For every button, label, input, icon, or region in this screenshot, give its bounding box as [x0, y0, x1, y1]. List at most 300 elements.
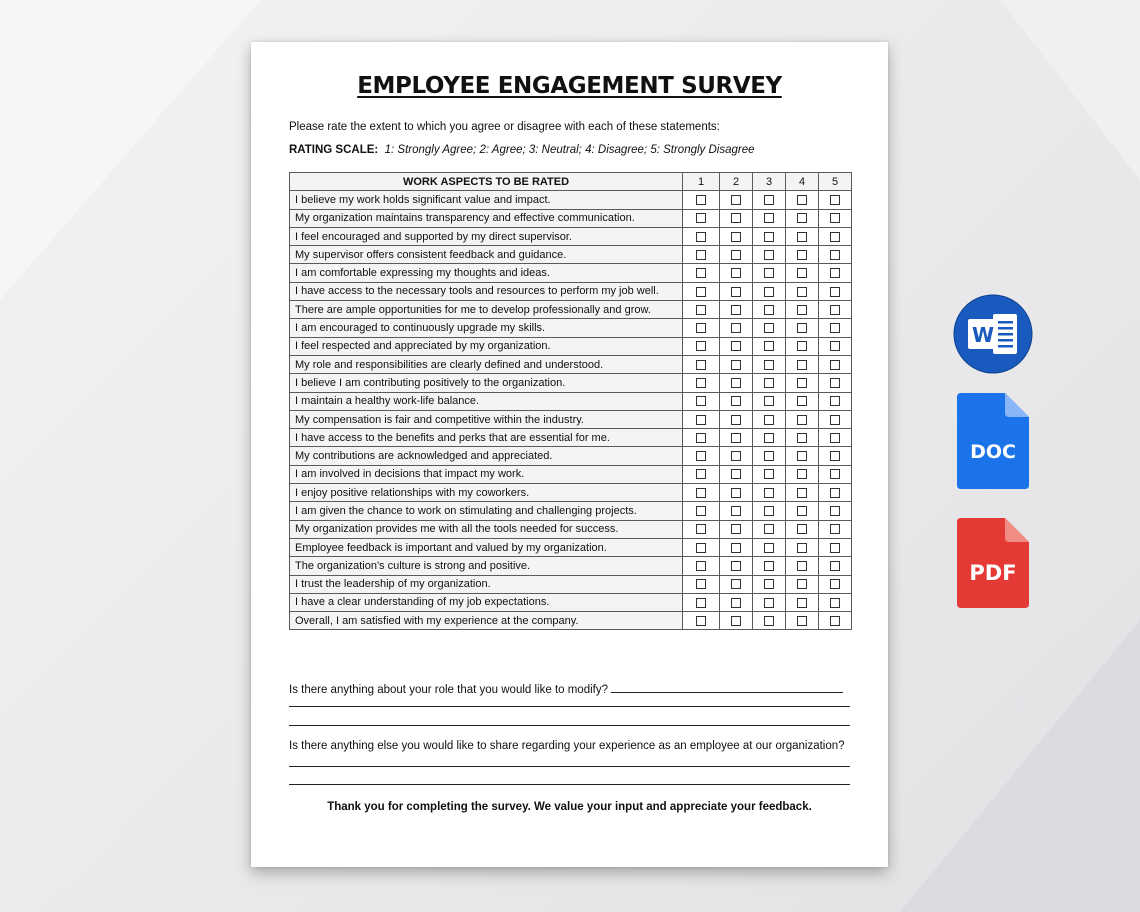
- rating-checkbox-2[interactable]: [731, 341, 741, 351]
- rating-checkbox-3[interactable]: [764, 579, 774, 589]
- rating-checkbox-2[interactable]: [731, 543, 741, 553]
- table-row: [290, 246, 852, 264]
- rating-cell-3: [753, 227, 786, 245]
- rating-cell-1: [683, 355, 720, 373]
- table-row: [290, 557, 852, 575]
- rating-checkbox-4[interactable]: [797, 451, 807, 461]
- rating-cell-4: [786, 575, 819, 593]
- answer-line[interactable]: [289, 766, 850, 767]
- rating-checkbox-5[interactable]: [830, 524, 840, 534]
- rating-checkbox-5[interactable]: [830, 415, 840, 425]
- rating-cell-4: [786, 410, 819, 428]
- rating-cell-4: [786, 337, 819, 355]
- rating-checkbox-2[interactable]: [731, 213, 741, 223]
- statement-text: I am involved in decisions that impact my work.: [290, 465, 683, 483]
- rating-checkbox-5[interactable]: [830, 250, 840, 260]
- rating-cell-5: [819, 392, 852, 410]
- rating-checkbox-3[interactable]: [764, 469, 774, 479]
- rating-checkbox-2[interactable]: [731, 323, 741, 333]
- rating-cell-1: [683, 246, 720, 264]
- rating-checkbox-5[interactable]: [830, 213, 840, 223]
- rating-cell-4: [786, 246, 819, 264]
- question-role-modify: [289, 681, 843, 696]
- rating-cell-1: [683, 301, 720, 319]
- rating-checkbox-4[interactable]: [797, 543, 807, 553]
- rating-checkbox-3[interactable]: [764, 506, 774, 516]
- rating-checkbox-4[interactable]: [797, 378, 807, 388]
- statement-text: My role and responsibilities are clearly defined and understood.: [290, 355, 683, 373]
- thank-you-text: Thank you for completing the survey. We value your input and appreciate your feedback.: [327, 801, 812, 813]
- rating-cell-2: [720, 557, 753, 575]
- rating-checkbox-1[interactable]: [696, 378, 706, 388]
- rating-cell-3: [753, 319, 786, 337]
- rating-checkbox-3[interactable]: [764, 561, 774, 571]
- rating-checkbox-5[interactable]: [830, 195, 840, 205]
- statement-text: My contributions are acknowledged and appreciated.: [290, 447, 683, 465]
- rating-checkbox-3[interactable]: [764, 543, 774, 553]
- rating-checkbox-5[interactable]: [830, 579, 840, 589]
- answer-line[interactable]: [289, 706, 850, 707]
- table-row: [290, 575, 852, 593]
- rating-cell-2: [720, 337, 753, 355]
- answer-line[interactable]: [289, 784, 850, 785]
- rating-cell-3: [753, 447, 786, 465]
- statement-text: I feel respected and appreciated by my organization.: [290, 337, 683, 355]
- column-header-1: 1: [683, 173, 720, 191]
- table-row: [290, 337, 852, 355]
- table-row: [290, 319, 852, 337]
- rating-cell-4: [786, 429, 819, 447]
- rating-checkbox-5[interactable]: [830, 268, 840, 278]
- statement-text: I have access to the benefits and perks that are essential for me.: [290, 429, 683, 447]
- rating-checkbox-5[interactable]: [830, 451, 840, 461]
- statement-text: My compensation is fair and competitive within the industry.: [290, 410, 683, 428]
- rating-checkbox-1[interactable]: [696, 561, 706, 571]
- rating-cell-1: [683, 282, 720, 300]
- rating-checkbox-5[interactable]: [830, 341, 840, 351]
- rating-cell-1: [683, 484, 720, 502]
- rating-cell-4: [786, 374, 819, 392]
- rating-cell-2: [720, 374, 753, 392]
- table-row: [290, 264, 852, 282]
- rating-checkbox-1[interactable]: [696, 268, 706, 278]
- rating-cell-4: [786, 282, 819, 300]
- rating-cell-2: [720, 447, 753, 465]
- rating-cell-4: [786, 319, 819, 337]
- intro-text: Please rate the extent to which you agree or disagree with each of these statements:: [289, 121, 720, 133]
- rating-checkbox-4[interactable]: [797, 524, 807, 534]
- rating-cell-3: [753, 593, 786, 611]
- question-role-modify-text: Is there anything about your role that you would like to modify?: [289, 684, 608, 696]
- rating-checkbox-2[interactable]: [731, 616, 741, 626]
- rating-cell-1: [683, 520, 720, 538]
- rating-cell-4: [786, 538, 819, 556]
- rating-cell-2: [720, 538, 753, 556]
- statement-text: I believe I am contributing positively to the organization.: [290, 374, 683, 392]
- rating-checkbox-1[interactable]: [696, 506, 706, 516]
- rating-cell-1: [683, 319, 720, 337]
- survey-page: [251, 42, 888, 867]
- rating-checkbox-3[interactable]: [764, 433, 774, 443]
- table-row: [290, 465, 852, 483]
- rating-cell-2: [720, 392, 753, 410]
- rating-cell-2: [720, 227, 753, 245]
- rating-checkbox-1[interactable]: [696, 433, 706, 443]
- rating-checkbox-4[interactable]: [797, 488, 807, 498]
- rating-checkbox-2[interactable]: [731, 451, 741, 461]
- rating-cell-2: [720, 410, 753, 428]
- rating-checkbox-4[interactable]: [797, 323, 807, 333]
- rating-cell-3: [753, 392, 786, 410]
- rating-cell-1: [683, 392, 720, 410]
- rating-cell-1: [683, 209, 720, 227]
- column-header-3: 3: [753, 173, 786, 191]
- rating-checkbox-1[interactable]: [696, 451, 706, 461]
- rating-checkbox-2[interactable]: [731, 305, 741, 315]
- table-row: [290, 429, 852, 447]
- rating-checkbox-3[interactable]: [764, 396, 774, 406]
- rating-checkbox-5[interactable]: [830, 396, 840, 406]
- rating-cell-2: [720, 520, 753, 538]
- rating-checkbox-2[interactable]: [731, 360, 741, 370]
- rating-checkbox-5[interactable]: [830, 360, 840, 370]
- table-row: [290, 593, 852, 611]
- rating-cell-2: [720, 484, 753, 502]
- column-header-5: 5: [819, 173, 852, 191]
- rating-checkbox-3[interactable]: [764, 195, 774, 205]
- rating-cell-3: [753, 301, 786, 319]
- rating-cell-1: [683, 227, 720, 245]
- rating-checkbox-4[interactable]: [797, 598, 807, 608]
- rating-checkbox-3[interactable]: [764, 341, 774, 351]
- rating-checkbox-5[interactable]: [830, 543, 840, 553]
- statement-text: Employee feedback is important and valued by my organization.: [290, 538, 683, 556]
- rating-checkbox-5[interactable]: [830, 323, 840, 333]
- rating-cell-5: [819, 593, 852, 611]
- rating-checkbox-2[interactable]: [731, 396, 741, 406]
- statement-text: Overall, I am satisfied with my experience at the company.: [290, 612, 683, 630]
- rating-cell-3: [753, 282, 786, 300]
- rating-cell-5: [819, 191, 852, 209]
- rating-cell-5: [819, 575, 852, 593]
- rating-checkbox-3[interactable]: [764, 213, 774, 223]
- rating-cell-4: [786, 593, 819, 611]
- rating-cell-3: [753, 374, 786, 392]
- table-row: [290, 374, 852, 392]
- rating-checkbox-4[interactable]: [797, 469, 807, 479]
- rating-checkbox-1[interactable]: [696, 488, 706, 498]
- rating-checkbox-1[interactable]: [696, 250, 706, 260]
- rating-cell-2: [720, 575, 753, 593]
- rating-checkbox-3[interactable]: [764, 488, 774, 498]
- table-row: [290, 410, 852, 428]
- rating-checkbox-5[interactable]: [830, 616, 840, 626]
- rating-cell-4: [786, 191, 819, 209]
- statement-text: The organization's culture is strong and positive.: [290, 557, 683, 575]
- rating-checkbox-3[interactable]: [764, 415, 774, 425]
- rating-checkbox-3[interactable]: [764, 305, 774, 315]
- rating-cell-5: [819, 374, 852, 392]
- rating-checkbox-4[interactable]: [797, 396, 807, 406]
- table-row: [290, 447, 852, 465]
- statement-text: My organization maintains transparency and effective communication.: [290, 209, 683, 227]
- word-icon-letter: W: [971, 323, 995, 347]
- rating-checkbox-3[interactable]: [764, 287, 774, 297]
- rating-cell-5: [819, 465, 852, 483]
- statement-text: My organization provides me with all the tools needed for success.: [290, 520, 683, 538]
- rating-cell-5: [819, 209, 852, 227]
- rating-cell-2: [720, 502, 753, 520]
- rating-checkbox-4[interactable]: [797, 232, 807, 242]
- answer-line[interactable]: [289, 725, 850, 726]
- rating-checkbox-4[interactable]: [797, 213, 807, 223]
- rating-cell-1: [683, 264, 720, 282]
- rating-cell-5: [819, 355, 852, 373]
- rating-cell-5: [819, 538, 852, 556]
- rating-cell-5: [819, 429, 852, 447]
- rating-cell-2: [720, 355, 753, 373]
- rating-checkbox-2[interactable]: [731, 287, 741, 297]
- rating-cell-3: [753, 484, 786, 502]
- statement-text: I am given the chance to work on stimulating and challenging projects.: [290, 502, 683, 520]
- rating-cell-5: [819, 227, 852, 245]
- rating-cell-5: [819, 337, 852, 355]
- rating-cell-1: [683, 502, 720, 520]
- rating-cell-1: [683, 538, 720, 556]
- table-row: [290, 520, 852, 538]
- rating-cell-5: [819, 520, 852, 538]
- rating-cell-5: [819, 282, 852, 300]
- rating-checkbox-4[interactable]: [797, 287, 807, 297]
- rating-scale-label: RATING SCALE:: [289, 144, 379, 156]
- rating-checkbox-3[interactable]: [764, 250, 774, 260]
- rating-cell-4: [786, 264, 819, 282]
- rating-cell-3: [753, 429, 786, 447]
- rating-checkbox-2[interactable]: [731, 268, 741, 278]
- rating-checkbox-1[interactable]: [696, 616, 706, 626]
- rating-checkbox-3[interactable]: [764, 323, 774, 333]
- question-experience-share: Is there anything else you would like to share regarding your experience as an employee at our organization?: [289, 740, 845, 752]
- rating-checkbox-4[interactable]: [797, 268, 807, 278]
- rating-scale: [289, 144, 755, 156]
- rating-cell-5: [819, 410, 852, 428]
- rating-checkbox-5[interactable]: [830, 433, 840, 443]
- rating-cell-2: [720, 246, 753, 264]
- column-header-4: 4: [786, 173, 819, 191]
- rating-checkbox-1[interactable]: [696, 415, 706, 425]
- rating-cell-4: [786, 227, 819, 245]
- rating-cell-5: [819, 319, 852, 337]
- rating-checkbox-3[interactable]: [764, 451, 774, 461]
- rating-cell-5: [819, 612, 852, 630]
- rating-cell-4: [786, 301, 819, 319]
- rating-checkbox-1[interactable]: [696, 524, 706, 534]
- rating-cell-1: [683, 612, 720, 630]
- rating-checkbox-1[interactable]: [696, 305, 706, 315]
- rating-cell-4: [786, 612, 819, 630]
- rating-cell-2: [720, 301, 753, 319]
- rating-checkbox-4[interactable]: [797, 305, 807, 315]
- table-row: [290, 484, 852, 502]
- table-row: [290, 502, 852, 520]
- statement-text: I am encouraged to continuously upgrade my skills.: [290, 319, 683, 337]
- rating-cell-3: [753, 355, 786, 373]
- rating-cell-3: [753, 465, 786, 483]
- rating-checkbox-3[interactable]: [764, 598, 774, 608]
- rating-cell-4: [786, 209, 819, 227]
- table-row: [290, 538, 852, 556]
- rating-checkbox-1[interactable]: [696, 341, 706, 351]
- statement-text: I have access to the necessary tools and resources to perform my job well.: [290, 282, 683, 300]
- rating-cell-3: [753, 538, 786, 556]
- rating-checkbox-3[interactable]: [764, 378, 774, 388]
- table-row: [290, 392, 852, 410]
- rating-checkbox-4[interactable]: [797, 415, 807, 425]
- rating-checkbox-2[interactable]: [731, 415, 741, 425]
- rating-checkbox-2[interactable]: [731, 524, 741, 534]
- rating-cell-4: [786, 502, 819, 520]
- rating-checkbox-2[interactable]: [731, 232, 741, 242]
- table-row: [290, 301, 852, 319]
- rating-checkbox-2[interactable]: [731, 250, 741, 260]
- rating-cell-5: [819, 484, 852, 502]
- rating-checkbox-2[interactable]: [731, 433, 741, 443]
- rating-checkbox-3[interactable]: [764, 360, 774, 370]
- rating-checkbox-1[interactable]: [696, 396, 706, 406]
- statement-text: I trust the leadership of my organization.: [290, 575, 683, 593]
- rating-checkbox-1[interactable]: [696, 195, 706, 205]
- word-icon: [953, 294, 1033, 374]
- rating-checkbox-1[interactable]: [696, 598, 706, 608]
- rating-checkbox-4[interactable]: [797, 561, 807, 571]
- rating-checkbox-5[interactable]: [830, 378, 840, 388]
- rating-checkbox-5[interactable]: [830, 287, 840, 297]
- column-header-2: 2: [720, 173, 753, 191]
- table-row: [290, 282, 852, 300]
- rating-checkbox-5[interactable]: [830, 469, 840, 479]
- rating-cell-3: [753, 575, 786, 593]
- rating-checkbox-5[interactable]: [830, 305, 840, 315]
- rating-table: [289, 172, 852, 630]
- rating-checkbox-1[interactable]: [696, 213, 706, 223]
- rating-checkbox-2[interactable]: [731, 469, 741, 479]
- rating-checkbox-4[interactable]: [797, 506, 807, 516]
- rating-checkbox-4[interactable]: [797, 250, 807, 260]
- rating-checkbox-2[interactable]: [731, 598, 741, 608]
- rating-checkbox-4[interactable]: [797, 579, 807, 589]
- rating-scale-text: 1: Strongly Agree; 2: Agree; 3: Neutral; 4: Disagree; 5: Strongly Disagree: [384, 144, 755, 156]
- rating-cell-2: [720, 429, 753, 447]
- table-row: [290, 612, 852, 630]
- rating-checkbox-1[interactable]: [696, 469, 706, 479]
- rating-cell-5: [819, 557, 852, 575]
- rating-cell-1: [683, 410, 720, 428]
- rating-cell-1: [683, 337, 720, 355]
- rating-cell-5: [819, 502, 852, 520]
- rating-checkbox-5[interactable]: [830, 232, 840, 242]
- rating-cell-1: [683, 575, 720, 593]
- rating-checkbox-4[interactable]: [797, 195, 807, 205]
- rating-cell-2: [720, 282, 753, 300]
- rating-cell-3: [753, 502, 786, 520]
- doc-icon-label: DOC: [970, 441, 1016, 463]
- table-header-row: [290, 173, 852, 191]
- rating-cell-1: [683, 593, 720, 611]
- rating-cell-5: [819, 246, 852, 264]
- rating-checkbox-1[interactable]: [696, 360, 706, 370]
- rating-checkbox-1[interactable]: [696, 579, 706, 589]
- rating-checkbox-1[interactable]: [696, 287, 706, 297]
- pdf-icon-label: PDF: [969, 561, 1017, 585]
- statement-text: I believe my work holds significant value and impact.: [290, 191, 683, 209]
- rating-checkbox-4[interactable]: [797, 433, 807, 443]
- rating-cell-4: [786, 465, 819, 483]
- rating-cell-4: [786, 392, 819, 410]
- rating-cell-2: [720, 612, 753, 630]
- rating-checkbox-4[interactable]: [797, 616, 807, 626]
- rating-checkbox-4[interactable]: [797, 360, 807, 370]
- rating-cell-1: [683, 191, 720, 209]
- rating-checkbox-2[interactable]: [731, 195, 741, 205]
- statement-text: I maintain a healthy work-life balance.: [290, 392, 683, 410]
- table-row: [290, 355, 852, 373]
- rating-cell-5: [819, 301, 852, 319]
- rating-cell-1: [683, 447, 720, 465]
- rating-checkbox-5[interactable]: [830, 506, 840, 516]
- rating-cell-5: [819, 264, 852, 282]
- rating-cell-1: [683, 465, 720, 483]
- table-row: [290, 209, 852, 227]
- rating-checkbox-1[interactable]: [696, 232, 706, 242]
- rating-checkbox-2[interactable]: [731, 561, 741, 571]
- rating-checkbox-3[interactable]: [764, 268, 774, 278]
- rating-cell-1: [683, 374, 720, 392]
- rating-checkbox-5[interactable]: [830, 488, 840, 498]
- rating-checkbox-3[interactable]: [764, 616, 774, 626]
- rating-cell-1: [683, 429, 720, 447]
- rating-cell-3: [753, 246, 786, 264]
- rating-cell-3: [753, 410, 786, 428]
- rating-checkbox-5[interactable]: [830, 598, 840, 608]
- rating-cell-3: [753, 612, 786, 630]
- rating-checkbox-2[interactable]: [731, 488, 741, 498]
- statement-text: I have a clear understanding of my job expectations.: [290, 593, 683, 611]
- rating-checkbox-2[interactable]: [731, 378, 741, 388]
- pdf-icon: [957, 518, 1029, 608]
- rating-checkbox-4[interactable]: [797, 341, 807, 351]
- rating-checkbox-1[interactable]: [696, 323, 706, 333]
- rating-checkbox-2[interactable]: [731, 579, 741, 589]
- rating-checkbox-1[interactable]: [696, 543, 706, 553]
- statement-text: I enjoy positive relationships with my coworkers.: [290, 484, 683, 502]
- rating-cell-4: [786, 520, 819, 538]
- rating-cell-2: [720, 593, 753, 611]
- rating-cell-3: [753, 264, 786, 282]
- rating-checkbox-3[interactable]: [764, 524, 774, 534]
- answer-line-inline[interactable]: [611, 681, 843, 693]
- rating-cell-3: [753, 520, 786, 538]
- rating-cell-3: [753, 557, 786, 575]
- rating-cell-2: [720, 465, 753, 483]
- rating-checkbox-5[interactable]: [830, 561, 840, 571]
- rating-cell-2: [720, 264, 753, 282]
- rating-checkbox-2[interactable]: [731, 506, 741, 516]
- rating-cell-2: [720, 319, 753, 337]
- page-title: EMPLOYEE ENGAGEMENT SURVEY: [357, 73, 782, 99]
- rating-checkbox-3[interactable]: [764, 232, 774, 242]
- table-row: [290, 191, 852, 209]
- rating-cell-4: [786, 447, 819, 465]
